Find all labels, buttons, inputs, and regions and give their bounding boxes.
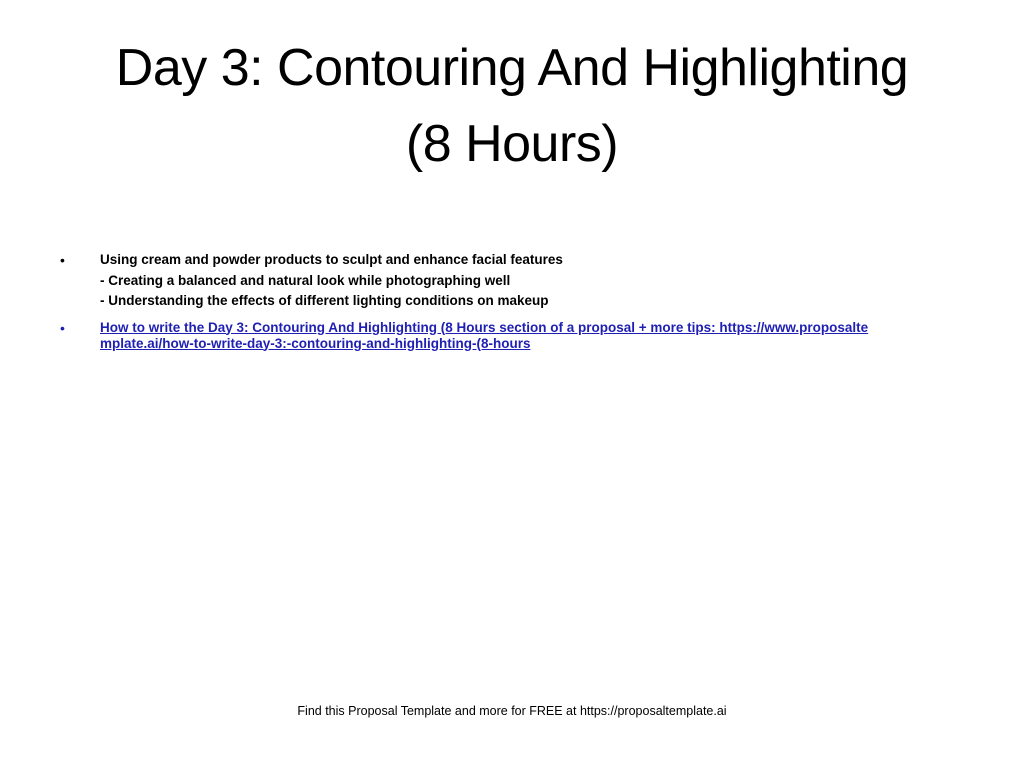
bullet-marker: • xyxy=(60,252,65,268)
footer-text: Find this Proposal Template and more for FREE at https://proposaltemplate.ai xyxy=(297,704,727,718)
bullet-text xyxy=(100,250,960,312)
bullet-list xyxy=(60,250,960,358)
link-line[interactable]: How to write the Day 3: Contouring And Highlighting (8 Hours section of a proposal + more tips: https://www.proposalte xyxy=(100,319,869,335)
link-line[interactable]: mplate.ai/how-to-write-day-3:-contouring-and-highlighting-(8-hours xyxy=(100,335,531,351)
bullet-item-link xyxy=(60,318,960,352)
bullet-line: Using cream and powder products to sculpt and enhance facial features xyxy=(100,252,563,267)
slide-title xyxy=(40,30,984,182)
bullet-marker: • xyxy=(60,319,65,336)
bullet-line: - Understanding the effects of different lighting conditions on makeup xyxy=(100,293,549,308)
bullet-line: - Creating a balanced and natural look while photographing well xyxy=(100,272,511,288)
slide-title-line-2: (8 Hours) xyxy=(405,115,619,173)
bullet-item-description xyxy=(60,250,960,312)
slide-title-line-1: Day 3: Contouring And Highlighting xyxy=(115,39,909,97)
proposal-tips-link[interactable] xyxy=(100,318,960,352)
